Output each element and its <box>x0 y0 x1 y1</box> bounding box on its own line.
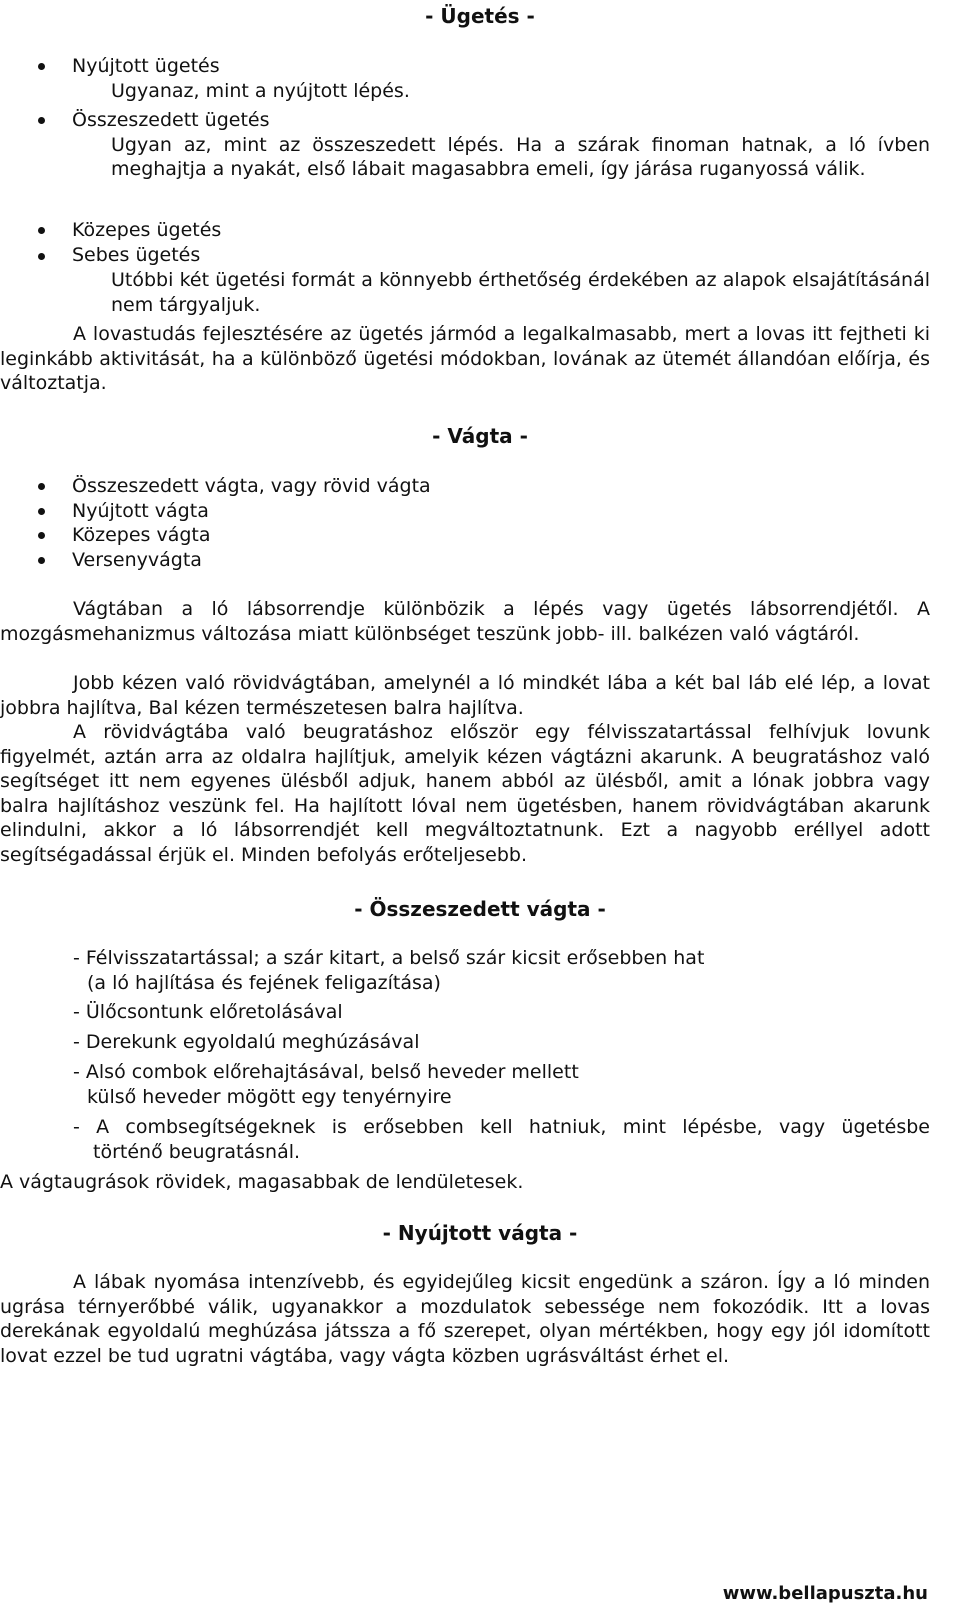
paragraph: Jobb kézen való rövidvágtában, amelynél a ló mindkét lába a két bal láb elé lép, a lovat jobbra hajlítva, Bal kézen természetesen balra hajlítva. <box>0 672 930 719</box>
bullet-dot <box>38 483 45 490</box>
heading-nyujtott-vagta: - Nyújtott vágta - <box>382 1221 578 1245</box>
paragraph: A lábak nyomása intenzívebb, és egyidejűleg kicsit engedünk a száron. Így a ló minden ugrása térnyerőbbé válik, ugyanakkor a mozdulatok sebessége nem fokozódik. Itt a lovas derekának egyoldalú meghúzása játssza a fő szerepet, olyan mértékben, hogy egy jól idomított lovat ezzel be tud ugratni vágtába, vagy vágta közben ugrásváltást érhet el. <box>0 1271 930 1367</box>
heading-vagta: - Vágta - <box>432 424 528 448</box>
list-item-label: Sebes ügetés <box>72 244 201 266</box>
heading-osszeszedett-vagta: - Összeszedett vágta - <box>354 897 606 921</box>
list-item <box>73 1000 343 1025</box>
list-item-label: Versenyvágta <box>72 548 202 571</box>
list-item-label: Összeszedett vágta, vagy rövid vágta <box>72 475 431 497</box>
paragraph: A lovastudás fejlesztésére az ügetés jármód a legalkalmasabb, mert a lovas itt fejtheti ki leginkább aktivitását, ha a különböző ügetési módokban, lovának az ütemét állandóan előírja, és változtatja. <box>0 323 930 394</box>
list-item <box>73 1060 579 1109</box>
paragraph: Vágtában a ló lábsorrendje különbözik a lépés vagy ügetés lábsorrendjétől. A mozgásmehanizmus változása miatt különbséget teszünk jobb- ill. balkézen való vágtáról. <box>0 598 930 645</box>
list-item <box>73 1030 419 1055</box>
footer-url: www.bellapuszta.hu <box>722 1583 928 1604</box>
list-item-label: Összeszedett ügetés <box>72 109 270 131</box>
list-item-continuation: történő beugratásnál. <box>93 1140 301 1163</box>
bullet-dot <box>38 117 45 124</box>
bullet-dot <box>38 557 45 564</box>
list-item-desc: Ugyanaz, mint a nyújtott lépés. <box>111 79 410 102</box>
bullet-dot <box>38 253 45 260</box>
list-item-text: - A combsegítségeknek is erősebben kell hatniuk, mint lépésbe, vagy ügetésbe <box>73 1116 930 1138</box>
list-item-desc: Ugyan az, mint az összeszedett lépés. Ha a szárak finoman hatnak, a ló ívben meghajtja a nyakát, első lábait magasabbra emeli, így járása ruganyossá válik. <box>111 133 930 180</box>
list-item-label: Közepes vágta <box>72 524 211 546</box>
list-item <box>73 1115 930 1164</box>
bullet-dot <box>38 227 45 234</box>
bullet-dot <box>38 508 45 515</box>
list-item-label: Nyújtott vágta <box>72 499 209 522</box>
list-item-text: - Alsó combok előrehajtásával, belső heveder mellett <box>73 1061 579 1083</box>
list-item-label: Közepes ügetés <box>72 219 222 241</box>
closing-line: A vágtaugrások rövidek, magasabbak de lendületesek. <box>0 1171 524 1193</box>
list-item-text: - Félvisszatartással; a szár kitart, a belső szár kicsit erősebben hat <box>73 947 705 969</box>
list-item-label: Nyújtott ügetés <box>72 55 220 77</box>
list-item-text: - Derekunk egyoldalú meghúzásával <box>73 1031 420 1053</box>
list-item-desc: Utóbbi két ügetési formát a könnyebb érthetőség érdekében az alapok elsajátításánál nem tárgyaljuk. <box>111 269 930 316</box>
list-item <box>73 946 933 995</box>
list-item-continuation: (a ló hajlítása és fejének feligazítása) <box>87 971 441 994</box>
heading-uegetes: - Ügetés - <box>425 4 535 28</box>
paragraph: A rövidvágtába való beugratáshoz először egy félvisszatartással felhívjuk lovunk figyelmét, aztán arra az oldalra hajlítjuk, amelyik kézen vágtázni akarunk. A beugratáshoz való segítséget itt nem egyenes ülésből adjuk, hanem abból az ülésből, amit a lónak jobbra vagy balra hajlításhoz veszünk fel. Ha hajlított lóval nem ügetésben, hanem rövidvágtában akarunk elindulni, akkor a ló lábsorrendjét kell megváltoztatnunk. Ezt a nagyobb eréllyel adott segítségadással érjük el. Minden befolyás erőteljesebb. <box>0 721 930 866</box>
list-item-text: - Ülőcsontunk előretolásával <box>73 1001 343 1023</box>
bullet-dot <box>38 63 45 70</box>
list-item-continuation: külső heveder mögött egy tenyérnyire <box>87 1085 452 1108</box>
bullet-dot <box>38 532 45 539</box>
